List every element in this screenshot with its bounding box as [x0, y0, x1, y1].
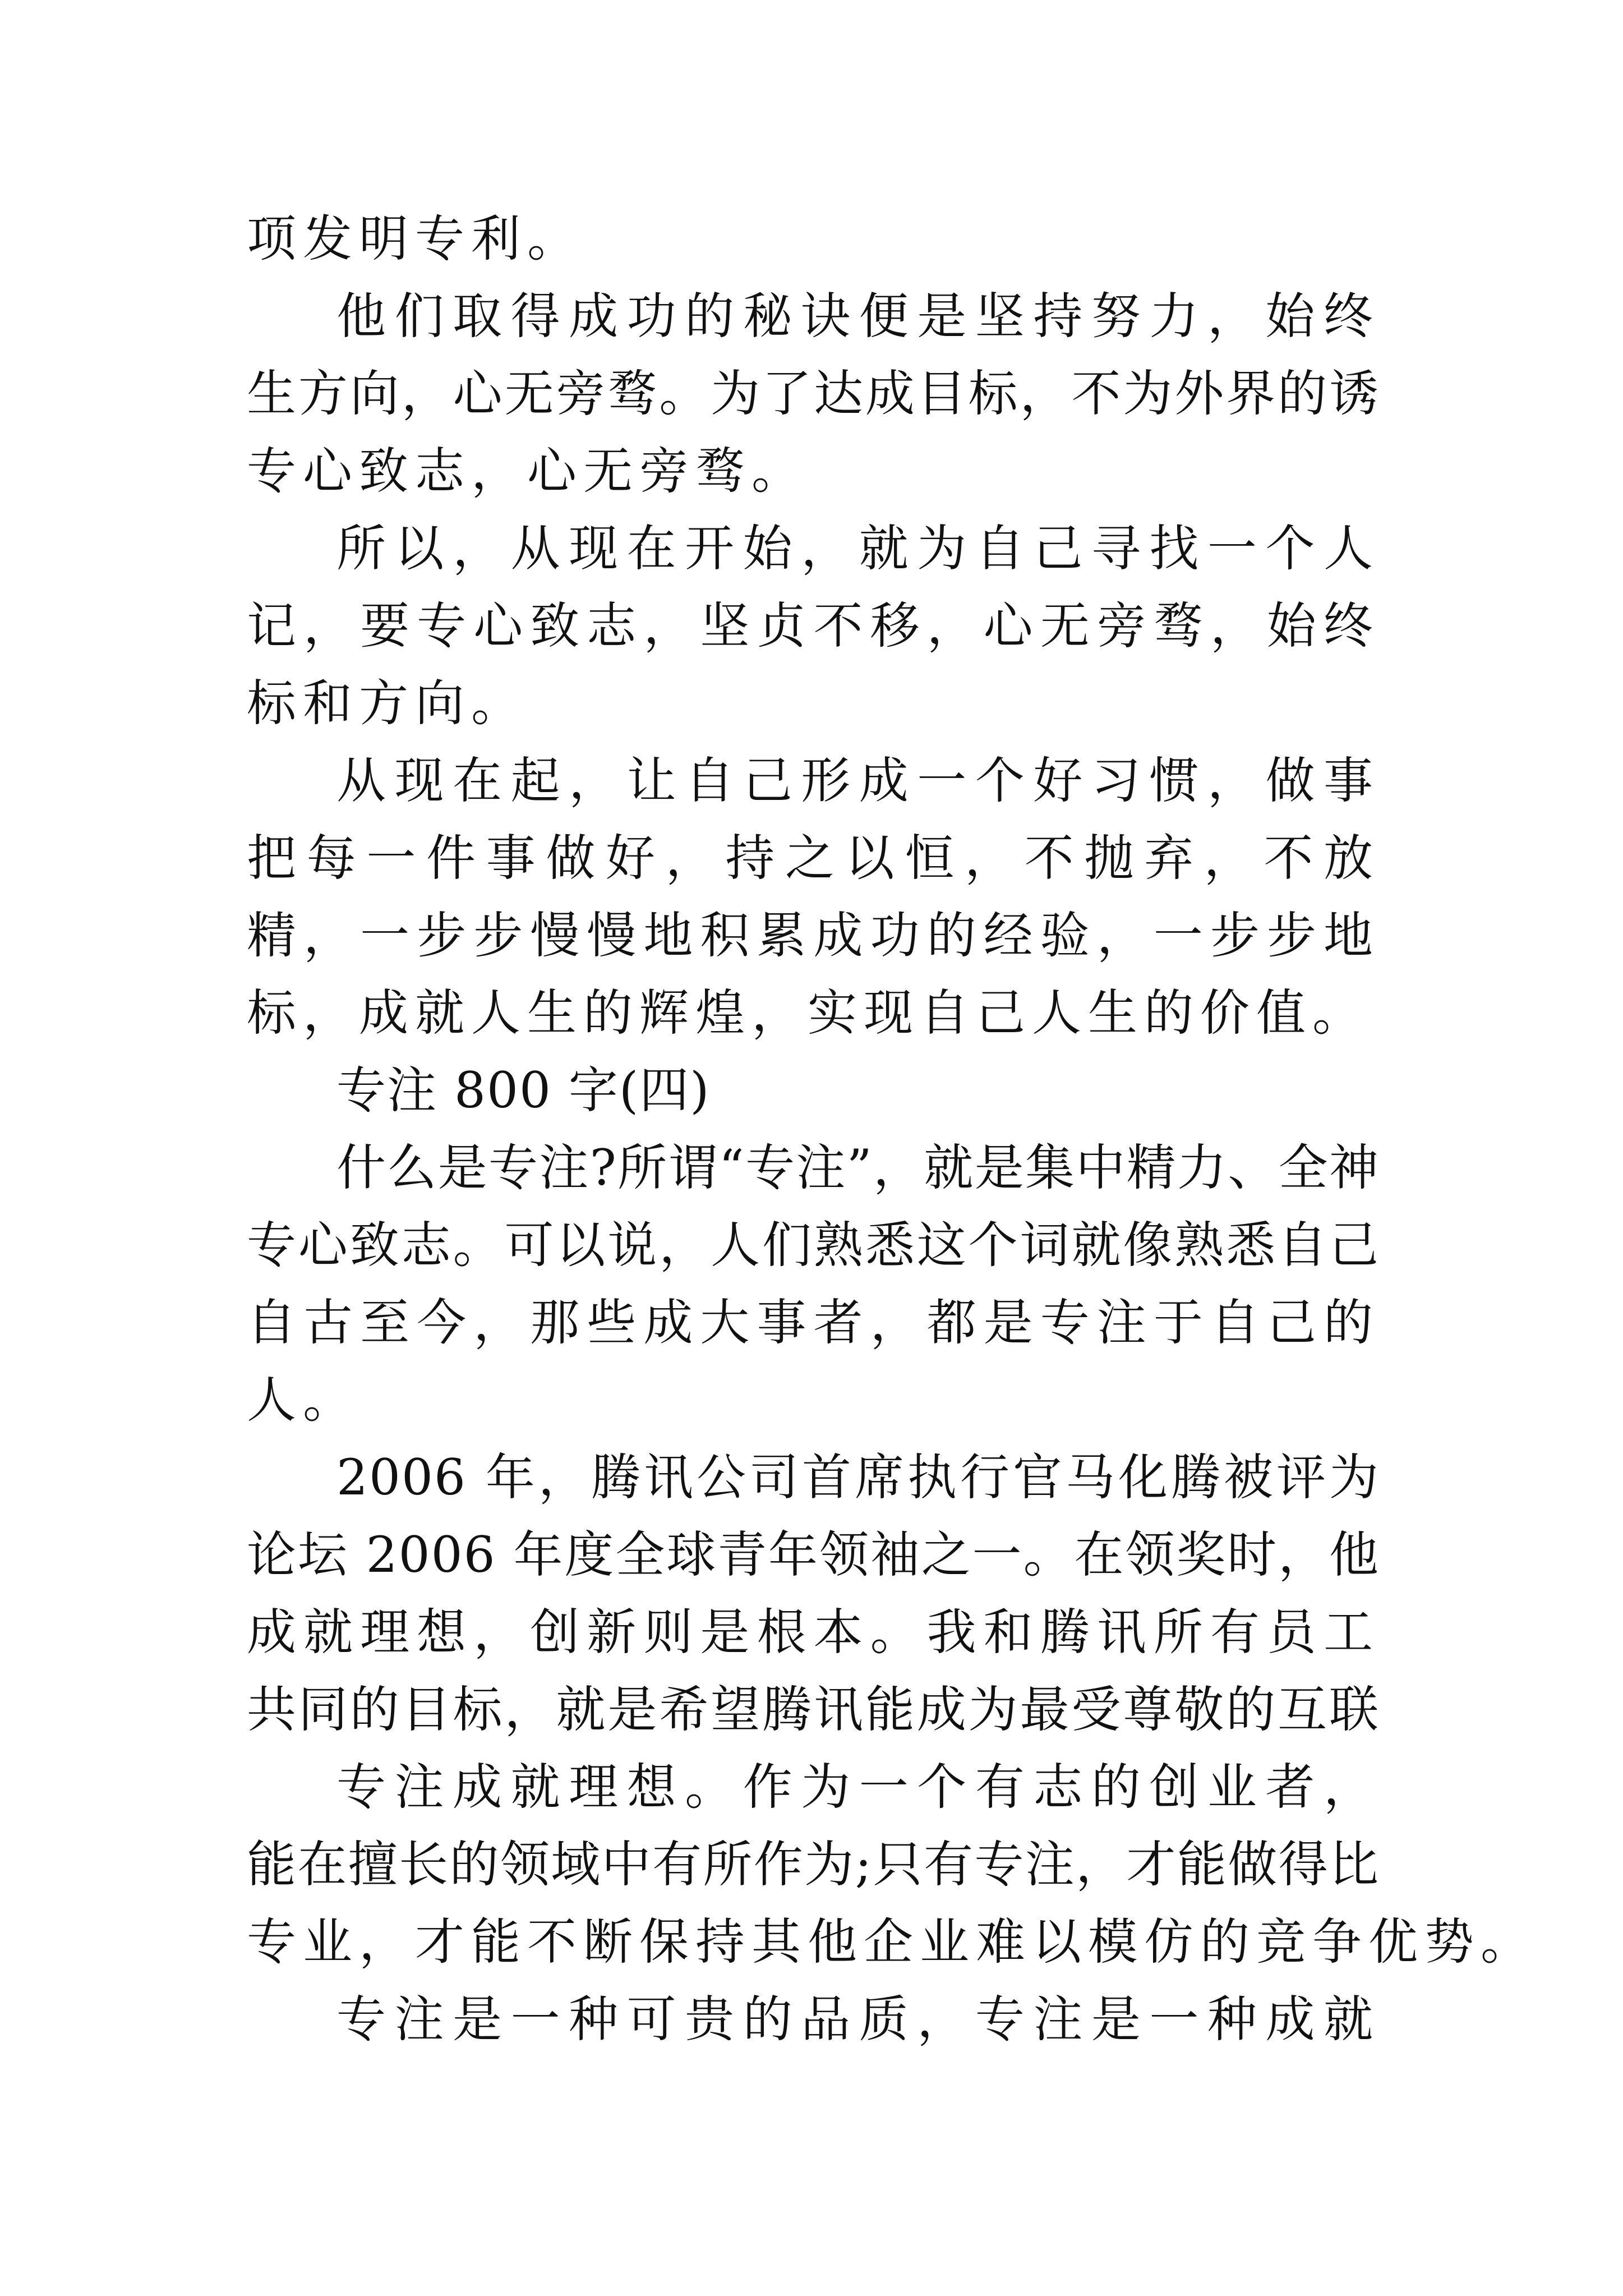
text-line: 人。 [247, 1371, 359, 1429]
text-line: 成就理想，创新则是根本。我和腾讯所有员工 [247, 1603, 1380, 1661]
text-line: 把每一件事做好，持之以恒，不抛弃，不放 [247, 829, 1380, 887]
text-line: 生方向，心无旁骛。为了达成目标，不为外界的诱 [247, 365, 1380, 422]
text-line: 2006 年，腾讯公司首席执行官马化腾被评为 [336, 1448, 1380, 1506]
text-line: 能在擅长的领域中有所作为;只有专注，才能做得比 [247, 1835, 1380, 1893]
text-line: 自古至今，那些成大事者，都是专注于自己的 [247, 1294, 1380, 1351]
text-line: 共同的目标，就是希望腾讯能成为最受尊敬的互联 [247, 1681, 1380, 1738]
text-line: 专注是一种可贵的品质，专注是一种成就 [336, 1990, 1380, 2048]
section-heading: 专注 800 字(四) [336, 1061, 711, 1119]
text-line: 从现在起，让自己形成一个好习惯，做事 [336, 752, 1380, 809]
text-line: 精，一步步慢慢地积累成功的经验，一步步地 [247, 907, 1380, 964]
text-line: 项发明专利。 [247, 210, 584, 268]
text-line: 他们取得成功的秘诀便是坚持努力，始终 [336, 287, 1380, 345]
text-line: 什么是专注?所谓“专注”，就是集中精力、全神 [336, 1139, 1380, 1197]
text-line: 专心致志。可以说，人们熟悉这个词就像熟悉自己 [247, 1216, 1380, 1274]
text-line: 标，成就人生的辉煌，实现自己人生的价值。 [247, 984, 1369, 1042]
text-line: 论坛 2006 年度全球青年领袖之一。在领奖时，他 [247, 1526, 1380, 1584]
text-line: 标和方向。 [247, 674, 528, 732]
text-line: 记，要专心致志，坚贞不移，心无旁骛，始终 [247, 597, 1380, 655]
text-line: 专注成就理想。作为一个有志的创业者， [336, 1758, 1380, 1816]
text-line: 专心致志，心无旁骛。 [247, 442, 808, 500]
text-line: 专业，才能不断保持其他企业难以模仿的竞争优势。 [247, 1913, 1537, 1971]
text-line: 所以，从现在开始，就为自己寻找一个人 [336, 519, 1380, 577]
